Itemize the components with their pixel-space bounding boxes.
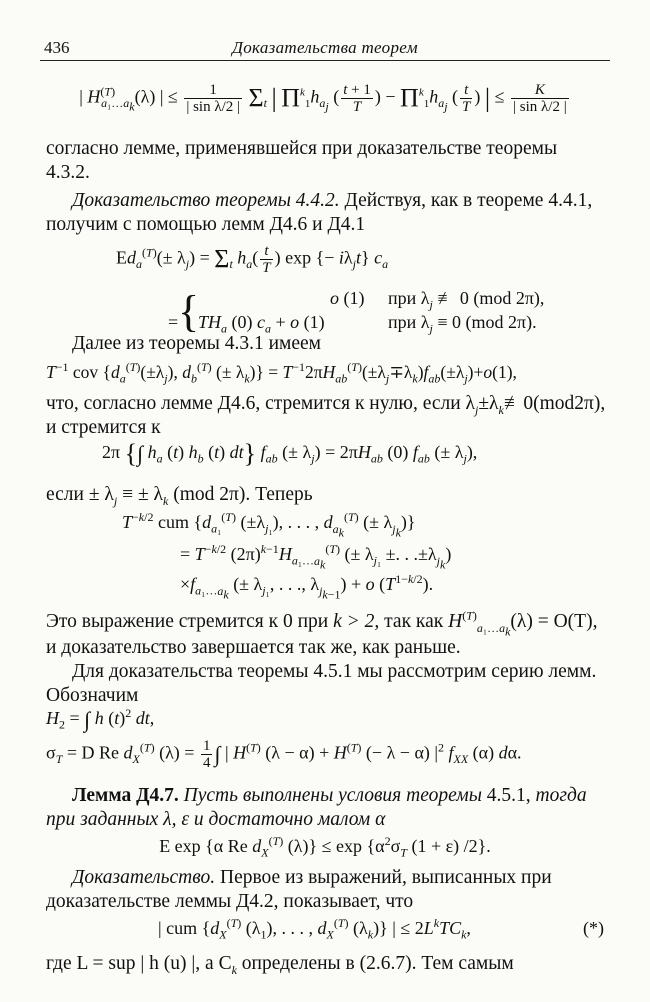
equation-cum-bound: | cum {$d_X^{(T)}$ $(\lambda_1)$, . . . , $d_X^{(T)}$ $(\lambda_k)$} | ≤ $2L^kTC_k$, bbox=[158, 916, 471, 942]
lemma-label: Лемма Д4.7. bbox=[72, 785, 179, 806]
text-line: 4.3.2. bbox=[46, 162, 90, 183]
text-span: Это выражение стремится к 0 при bbox=[46, 611, 329, 632]
equation-cumulant-3: $\times f_{a_1\dots a_k}$ (± $\lambda_{j_1}$, . . ., $\lambda_{j_{k-1}}) + o$ $(T^{1-k/2})$. bbox=[180, 572, 434, 601]
equation-covariance: $T^{-1}$ cov {$d_a^{(T)}(\pm\lambda_j)$, $d_b^{(T)}$ (± $\lambda_k)\} = T^{-1}2\pi H_{ab}^{(T)}(\pm\lambda_j\mp\lambda_k)f_{ab}(\pm\lambda_j)+o(1)$, bbox=[46, 360, 517, 386]
equation-sigma: $\sigma_T = D$ Re $d_X^{(T)}$ (λ) = $\frac{1}{4}$ ∫ | $H^{(T)}$ $(\lambda - \alpha) + H^{(T)}$ (− λ − α) $|^2$ $f_{XX}$ (α) dα. bbox=[46, 738, 522, 771]
text-line: Далее из теоремы 4.3.1 имеем bbox=[72, 333, 322, 354]
proof-label: Доказательство теоремы 4.4.2. bbox=[72, 190, 340, 211]
text-line: Это выражение стремится к 0 при k > 2, так как $H^{(T)}_{a_1\dots a_k}(\lambda) = O(T)$, bbox=[46, 608, 598, 639]
equation-exp-bound: E exp {α Re $d_X^{(T)}$ $(\lambda)\} \le \exp \{\alpha^2\sigma_T$ (1 + ε) /2}. bbox=[159, 834, 491, 860]
proof-heading bbox=[72, 189, 632, 213]
text-span: так как bbox=[379, 611, 449, 632]
text-span: ±λ bbox=[478, 393, 499, 414]
book-page: 436 Доказательства теорем | $H^{(T)}_{a_1\dots a_k}(\lambda)$ | ≤ $\frac{1}{\text{| sin λ/2 |}}$ $\Sigma_t$ | $\Pi^k_1h_{a_j}$ ( $\frac{t + 1}{T}$ ) − $\Pi^k_1h_{a_j}$ ( $\frac{t}{T}$ ) | ≤ $\frac{K}{\text{| sin λ/2 |}}$ согласно лемме, применявшейся при доказательстве теоремы 4.3.2. Доказательство теоремы 4.4.2. Действуя, как в теореме 4.4.1, получим с помощью лемм Д4.6 и Д4.1 $Ed_a^{(T)}(\pm \lambda_j) = \Sigma_t$ $h_a$( $\frac{t}{T}$ ) exp {− $i\lambda_jt$} $c_a$ { o (1) при $\lambda_j$ ≢ 0 (mod 2π), = $TH_a$ (0) $c_a + o$ (1) при $\lambda_j \equiv 0$ (mod 2π). Далее из теоремы 4.3.1 имеем $T^{-1}$ cov {$d_a^{(T)}(\pm\lambda_j)$, $d_b^{(T)}$ (± $\lambda_k)\} = T^{-1}2\pi H_{ab}^{(T)}(\pm\lambda_j\mp\lambda_k)f_{ab}(\pm\lambda_j)+o(1)$, что, согласно лемме Д4.6, стремится к нулю, если $\lambda_j\pm\lambda_k≢0(mod2\pi)$, и стремится к 2π {∫ $h_a$ (t) $h_b$ (t) dt} $f_{ab}$ (± $\lambda_j) = 2\pi H_{ab}$ (0) $f_{ab}$ (± $\lambda_j$), если ± $\lambda_j$ ≡ ± $\lambda_k$ (mod 2π). Теперь $T^{-k/2}$ cum {$d_{a_1}^{(T)}$ $(\pm\lambda_{j_1})$, . . . , $d_{a_k}^{(T)}$ (± $\lambda_{j_k}$)} = $T^{-k/2}$ $(2\pi)^{k-1}H_{a_1\dots a_k}^{(T)}$ (± $\lambda_{j_1}$ ±. . $.\pm\lambda_{j_k}$) $\times f_{a_1\dots a_k}$ (± $\lambda_{j_1}$, . . ., $\lambda_{j_{k-1}}) + o$ $(T^{1-k/2})$. Это выражение стремится к 0 при k > 2, так как $H^{(T)}_{a_1\dots a_k}(\lambda) = O(T)$, и доказательство завершается так же, как раньше. Для доказательства теоремы 4.5.1 мы рассмотрим серию лемм. Обозначим $H_2$ = ∫ h $(t)^2$ dt, $\sigma_T = D$ Re $d_X^{(T)}$ (λ) = $\frac{1}{4}$ ∫ | $H^{(T)}$ $(\lambda - \alpha) + H^{(T)}$ (− λ − α) $|^2$ $f_{XX}$ (α) dα. Лемма Д4.7. Пусть выполнены условия теоремы 4.5.1, тогда при заданных λ, ε и достаточно малом α E exp {α Re $d_X^{(T)}$ $(\lambda)\} \le \exp \{\alpha^2\sigma_T$ (1 + ε) /2}. Доказательство. Первое из выражений, выписанных при доказательстве леммы Д4.2, показывает, что | cum {$d_X^{(T)}$ $(\lambda_1)$, . . . , $d_X^{(T)}$ $(\lambda_k)$} | ≤ $2L^kTC_k$, (*) где L = sup | h (u) |, а $C_k$ определены в (2.6.7). Тем самым bbox=[0, 0, 650, 1002]
text-line: согласно лемме, применявшейся при доказательстве теоремы bbox=[46, 138, 558, 159]
text-span: если ± λ bbox=[46, 484, 114, 505]
running-title: Доказательства теорем bbox=[232, 38, 418, 57]
text-line: Для доказательства теоремы 4.5.1 мы рассмотрим серию лемм. bbox=[72, 661, 597, 682]
text-span: k > 2, bbox=[333, 611, 380, 632]
text-span: определены в (2.6.7). Тем самым bbox=[236, 953, 514, 974]
text-line: получим с помощью лемм Д4.6 и Д4.1 bbox=[46, 214, 366, 235]
text-line: и стремится к bbox=[46, 417, 161, 438]
text-line: и доказательство завершается так же, как раньше. bbox=[46, 637, 461, 658]
text-span: (λ) = O(T), bbox=[510, 611, 598, 632]
lemma-heading bbox=[72, 784, 632, 808]
equation-cumulant: $T^{-k/2}$ cum {$d_{a_1}^{(T)}$ $(\pm\lambda_{j_1})$, . . . , $d_{a_k}^{(T)}$ (± $\lambda_{j_k}$)} bbox=[122, 510, 416, 539]
equation-limit: 2π {∫ $h_a$ (t) $h_b$ (t) dt} $f_{ab}$ (± $\lambda_j) = 2\pi H_{ab}$ (0) $f_{ab}$ (± $\lambda_j$), bbox=[102, 438, 478, 468]
text-line: Обозначим bbox=[46, 685, 139, 706]
text-line: при заданных λ, ε и достаточно малом α bbox=[46, 809, 386, 830]
text-span: Первое из выражений, выписанных при bbox=[215, 867, 552, 888]
text-line: доказательстве леммы Д4.2, показывает, что bbox=[46, 891, 414, 912]
text-span: тогда bbox=[530, 785, 587, 806]
text-span: Пусть выполнены условия теоремы bbox=[178, 785, 482, 806]
text-span: (mod 2π). Теперь bbox=[168, 484, 313, 505]
text-span: 4.5.1, bbox=[481, 785, 531, 806]
equation-bound-H: | $H^{(T)}_{a_1\dots a_k}(\lambda)$ | ≤ $\frac{1}{\text{| sin λ/2 |}}$ $\Sigma_t$ | $\Pi^k_1h_{a_j}$ ( $\frac{t + 1}{T}$ ) − $\Pi^k_1h_{a_j}$ ( $\frac{t}{T}$ ) | ≤ $\frac{K}{\text{| sin λ/2 |}}$ bbox=[79, 82, 567, 115]
text-line: где L = sup | h (u) |, а $C_k$ определены в (2.6.7). Тем самым bbox=[46, 953, 514, 977]
text-line: что, согласно лемме Д4.6, стремится к нулю, если $\lambda_j\pm\lambda_k≢0(mod2\pi)$, bbox=[46, 393, 606, 417]
equation-H2: $H_2$ = ∫ h $(t)^2$ dt, bbox=[46, 706, 155, 732]
text-span: ≡ ± λ bbox=[117, 484, 163, 505]
text-span: Действуя, как в теореме 4.4.1, bbox=[339, 190, 593, 211]
proof-heading bbox=[72, 866, 632, 890]
proof-label: Доказательство. bbox=[72, 867, 216, 888]
text-span: ≢0(mod2π), bbox=[503, 393, 606, 414]
equation-tag: (*) bbox=[583, 918, 604, 938]
equation-expectation: $Ed_a^{(T)}(\pm \lambda_j) = \Sigma_t$ $h_a$( $\frac{t}{T}$ ) exp {− $i\lambda_jt$} $c_a$ bbox=[116, 243, 389, 276]
text-span: что, согласно лемме Д4.6, стремится к нулю, если λ bbox=[46, 393, 475, 414]
page-header bbox=[40, 34, 610, 61]
page-number: 436 bbox=[44, 38, 70, 57]
text-line: если ± $\lambda_j$ ≡ ± $\lambda_k$ (mod 2π). Теперь bbox=[46, 484, 313, 508]
equation-cumulant-2: = $T^{-k/2}$ $(2\pi)^{k-1}H_{a_1\dots a_k}^{(T)}$ (± $\lambda_{j_1}$ ±. . $.\pm\lambda_{j_k}$) bbox=[180, 542, 452, 571]
text-span: где L = sup | h (u) |, а C bbox=[46, 953, 232, 974]
